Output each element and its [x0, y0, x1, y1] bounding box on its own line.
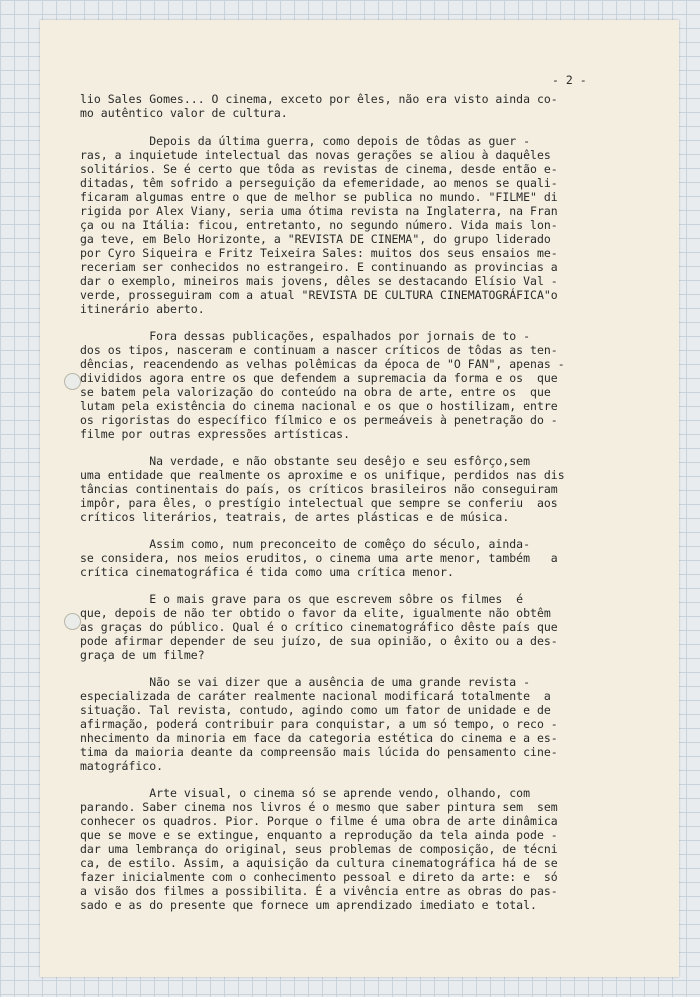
text-line: graça de um filme?: [80, 648, 205, 662]
text-line: mo autêntico valor de cultura.: [80, 106, 288, 120]
text-line: crítica cinematográfica é tida como uma crítica menor.: [80, 565, 454, 579]
text-line: Arte visual, o cinema só se aprende vendo, olhando, com: [80, 786, 531, 800]
punch-hole: [64, 613, 81, 630]
text-line: dar o exemplo, mineiros mais jovens, dêles se destacando Elísio Val -: [80, 274, 558, 288]
paragraph: [80, 134, 632, 316]
text-line: Depois da última guerra, como depois de tôdas as guer -: [80, 134, 531, 148]
text-line: rigida por Alex Viany, seria uma ótima revista na Inglaterra, na Fran: [80, 204, 558, 218]
text-line: divididos agora entre os que defendem a supremacia da forma e os que: [80, 371, 558, 385]
text-line: situação. Tal revista, contudo, agindo como um fator de unidade e de: [80, 703, 551, 717]
text-line: especializada de caráter realmente nacional modificará totalmente a: [80, 689, 551, 703]
text-line: se batem pela valorização do conteúdo na obra de arte, entre os que: [80, 385, 551, 399]
text-line: ficaram algumas entre o que de melhor se publica no mundo. "FILME" di: [80, 190, 558, 204]
text-line: solitários. Se é certo que tôda as revistas de cinema, desde então e-: [80, 162, 558, 176]
text-line: os rigoristas do específico fílmico e os permeáveis à penetração do -: [80, 413, 558, 427]
text-line: a visão dos filmes a possibilita. É a vivência entre as obras do pas-: [80, 884, 558, 898]
text-line: ca, de estilo. Assim, a aquisição da cultura cinematográfica há de se: [80, 856, 558, 870]
text-line: críticos literários, teatrais, de artes plásticas e de música.: [80, 510, 510, 524]
text-line: ga teve, em Belo Horizonte, a "REVISTA DE CINEMA", do grupo liderado: [80, 232, 551, 246]
text-line: parando. Saber cinema nos livros é o mesmo que saber pintura sem sem: [80, 800, 558, 814]
text-line: dências, reacendendo as velhas polêmicas da época de "O FAN", apenas -: [80, 357, 565, 371]
text-line: dar uma lembrança do original, seus problemas de composição, de técni: [80, 842, 558, 856]
text-line: filme por outras expressões artísticas.: [80, 427, 351, 441]
text-line: que se move e se extingue, enquanto a reprodução da tela ainda pode -: [80, 828, 558, 842]
text-line: afirmação, poderá contribuir para conquistar, a um só tempo, o reco -: [80, 717, 558, 731]
text-line: uma entidade que realmente os aproxime e os unifique, perdidos nas dis: [80, 468, 565, 482]
text-line: lio Sales Gomes... O cinema, exceto por êles, não era visto ainda co-: [80, 92, 558, 106]
paragraph: [80, 454, 632, 524]
text-line: dos os tipos, nasceram e continuam a nascer críticos de tôdas as ten-: [80, 343, 558, 357]
text-line: as graças do público. Qual é o crítico cinematográfico dêste país que: [80, 620, 558, 634]
paragraph: [80, 537, 632, 579]
text-line: matográfico.: [80, 759, 164, 773]
text-line: ça ou na Itália: ficou, entretanto, no segundo número. Vida mais lon-: [80, 218, 558, 232]
text-line: E o mais grave para os que escrevem sôbre os filmes é: [80, 592, 524, 606]
text-line: lutam pela existência do cinema nacional e os que o hostilizam, entre: [80, 399, 558, 413]
punch-hole: [64, 373, 81, 390]
text-line: impôr, para êles, o prestígio intelectual que sempre se conferiu aos: [80, 496, 558, 510]
paragraph: [80, 786, 632, 912]
text-line: se considera, nos meios eruditos, o cinema uma arte menor, também a: [80, 551, 558, 565]
text-line: pode afirmar depender de seu juízo, de sua opinião, o êxito ou a des-: [80, 634, 558, 648]
document-body: [80, 92, 632, 925]
text-line: nhecimento da minoria em face da categoria estética do cinema e a es-: [80, 731, 558, 745]
text-line: itinerário aberto.: [80, 302, 205, 316]
text-line: receriam ser conhecidos no estrangeiro. E continuando as provincias a: [80, 260, 558, 274]
text-line: por Cyro Siqueira e Fritz Teixeira Sales: muitos dos seus ensaios me-: [80, 246, 558, 260]
text-line: verde, prosseguiram com a atual "REVISTA DE CULTURA CINEMATOGRÁFICA"o: [80, 288, 558, 302]
text-line: Não se vai dizer que a ausência de uma grande revista -: [80, 675, 531, 689]
text-line: Fora dessas publicações, espalhados por jornais de to -: [80, 329, 531, 343]
paragraph: [80, 92, 632, 120]
text-line: conhecer os quadros. Pior. Porque o filme é uma obra de arte dinâmica: [80, 814, 558, 828]
paragraph: [80, 675, 632, 773]
paragraph: [80, 329, 632, 441]
text-line: tima da maioria deante da compreensão mais lúcida do pensamento cine-: [80, 745, 558, 759]
text-line: que, depois de não ter obtido o favor da elite, igualmente não obtêm: [80, 606, 551, 620]
paragraph: [80, 592, 632, 662]
page-number: - 2 -: [552, 73, 587, 87]
text-line: Na verdade, e não obstante seu desêjo e seu esfôrço,sem: [80, 454, 531, 468]
text-line: tâncias continentais do país, os críticos brasileiros não conseguiram: [80, 482, 558, 496]
text-line: sado e as do presente que fornece um aprendizado imediato e total.: [80, 898, 537, 912]
text-line: Assim como, num preconceito de comêço do século, ainda-: [80, 537, 531, 551]
text-line: ditadas, têm sofrido a perseguição da efemeridade, ao menos se quali-: [80, 176, 558, 190]
text-line: fazer inicialmente com o conhecimento pessoal e direto da arte: e só: [80, 870, 558, 884]
text-line: ras, a inquietude intelectual das novas gerações se aliou à daquêles: [80, 148, 551, 162]
